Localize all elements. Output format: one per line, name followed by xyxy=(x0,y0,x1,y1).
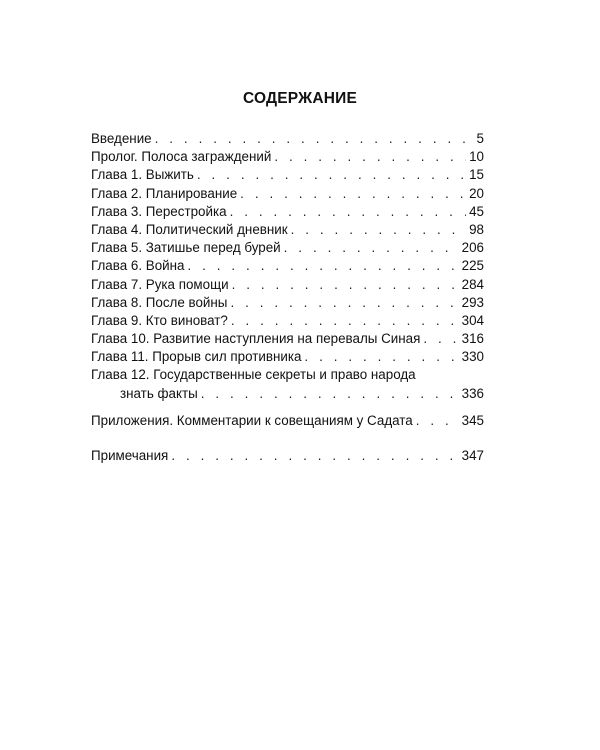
toc-entry-label: Глава 12. Государственные секреты и право народа xyxy=(91,367,416,383)
toc-entry-label: Глава 7. Рука помощи xyxy=(91,276,229,292)
toc-entry-page: 206 xyxy=(461,240,484,256)
dot-leader xyxy=(230,203,467,221)
toc-entry-chapter-3 xyxy=(91,203,484,221)
dot-leader xyxy=(284,239,459,257)
toc-entry-page: 45 xyxy=(469,203,484,219)
toc-entry-page: 225 xyxy=(461,258,484,274)
toc-entry-label: Глава 4. Политический дневник xyxy=(91,221,288,237)
dot-leader xyxy=(231,312,459,330)
toc-entry-introduction xyxy=(91,130,484,148)
toc-entry-prologue xyxy=(91,148,484,166)
toc-entry-page: 284 xyxy=(461,276,484,292)
dot-leader xyxy=(171,447,458,465)
toc-entry-chapter-9 xyxy=(91,312,484,330)
toc-entry-label: Глава 3. Перестройка xyxy=(91,203,227,219)
toc-entry-label: Глава 8. После войны xyxy=(91,294,228,310)
toc-entry-page: 347 xyxy=(461,448,484,463)
toc-entry-label: Глава 5. Затишье перед бурей xyxy=(91,240,281,256)
toc-entry-page: 10 xyxy=(469,149,484,165)
dot-leader xyxy=(232,276,459,294)
dot-leader xyxy=(274,148,466,166)
toc-entry-label: Примечания xyxy=(91,448,169,463)
toc-entry-page: 5 xyxy=(476,131,484,146)
table-of-contents xyxy=(91,130,484,465)
dot-leader xyxy=(155,130,474,148)
toc-entry-page: 293 xyxy=(461,294,484,310)
dot-leader xyxy=(416,412,459,430)
toc-entry-label: Глава 6. Война xyxy=(91,258,185,274)
toc-entry-appendices xyxy=(91,412,484,430)
dot-leader xyxy=(423,330,458,348)
toc-entry-label: Пролог. Полоса заграждений xyxy=(91,149,272,165)
dot-leader xyxy=(291,221,466,239)
toc-entry-page: 20 xyxy=(469,185,484,201)
toc-entry-label: Введение xyxy=(91,131,152,146)
toc-entry-page: 336 xyxy=(461,385,484,401)
dot-leader xyxy=(304,348,458,366)
toc-entry-page: 98 xyxy=(469,221,484,237)
toc-entry-label-continuation: знать факты xyxy=(120,385,198,401)
toc-entry-page: 330 xyxy=(461,349,484,365)
dot-leader xyxy=(201,385,459,403)
toc-entry-label: Глава 11. Прорыв сил противника xyxy=(91,349,302,365)
toc-entry-label: Приложения. Комментарии к совещаниям у Садата xyxy=(91,412,413,428)
toc-entry-chapter-4 xyxy=(91,221,484,239)
toc-entry-page: 15 xyxy=(469,167,484,183)
toc-entry-chapter-12 xyxy=(91,366,484,384)
toc-entry-chapter-2 xyxy=(91,185,484,203)
page-title: СОДЕРЖАНИЕ xyxy=(242,90,358,107)
toc-entry-chapter-12-continuation xyxy=(91,385,484,403)
dot-leader xyxy=(230,294,458,312)
toc-entry-label: Глава 2. Планирование xyxy=(91,185,238,201)
toc-entry-page: 304 xyxy=(461,312,484,328)
toc-entry-chapter-7 xyxy=(91,276,484,294)
toc-entry-chapter-6 xyxy=(91,257,484,275)
toc-entry-chapter-11 xyxy=(91,348,484,366)
toc-entry-notes xyxy=(91,447,484,465)
toc-entry-label: Глава 9. Кто виноват? xyxy=(91,312,228,328)
toc-entry-label: Глава 1. Выжить xyxy=(91,167,194,183)
toc-entry-page: 316 xyxy=(461,331,484,347)
toc-entry-chapter-5 xyxy=(91,239,484,257)
toc-entry-page: 345 xyxy=(461,412,484,428)
dot-leader xyxy=(197,166,466,184)
toc-entry-chapter-10 xyxy=(91,330,484,348)
dot-leader xyxy=(240,185,466,203)
toc-entry-chapter-8 xyxy=(91,294,484,312)
dot-leader xyxy=(187,257,458,275)
toc-entry-chapter-1 xyxy=(91,166,484,184)
toc-entry-label: Глава 10. Развитие наступления на перевалы Синая xyxy=(91,331,421,347)
